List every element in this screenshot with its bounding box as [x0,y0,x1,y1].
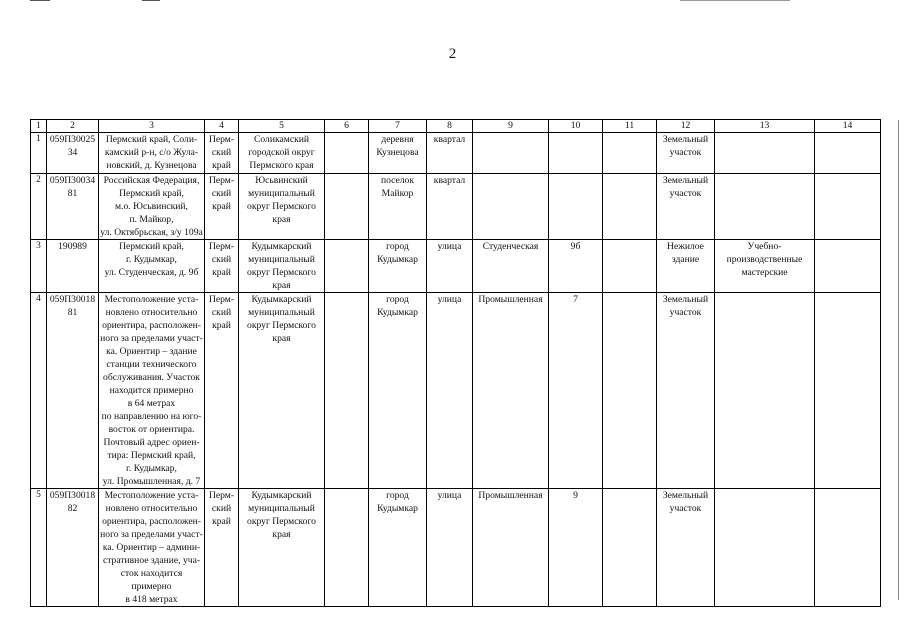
street-type-cell [427,489,473,607]
column-header: 2 [47,120,99,133]
street-type-cell [427,240,473,293]
table-row [31,133,881,174]
row-number-text: 1 [36,134,41,144]
street-type-cell-text: улица [437,294,462,305]
street-name-cell-text: Студенческая [482,241,539,252]
settlement-cell-text: город Кудымкар [377,490,418,514]
municipality-cell-text: Кудымкарский муниципальный округ Пермского края [247,490,316,540]
column-11-cell [603,240,657,293]
column-6-cell [325,174,369,240]
street-type-cell-text: квартал [433,134,466,145]
cadastral-code-text: 190989 [58,241,87,252]
row-number-text: 4 [36,294,41,304]
object-type-cell [657,133,715,174]
column-14-cell [815,133,881,174]
column-number-row [31,120,881,133]
house-number-cell [549,489,603,607]
column-11-cell [603,489,657,607]
object-type-cell [657,240,715,293]
page-number: 2 [448,46,457,62]
column-14-cell [815,293,881,489]
purpose-cell [715,133,815,174]
table-body [31,120,881,607]
region-cell [205,174,239,240]
street-type-cell [427,293,473,489]
row-number-text: 5 [36,490,41,500]
object-type-cell-text: Земельный участок [662,294,709,318]
object-address [99,489,205,607]
object-type-cell-text: Нежилое здание [667,241,704,265]
cadastral-code [47,240,99,293]
object-address [99,293,205,489]
cadastral-code-text: 059П30025 34 [49,134,96,158]
cadastral-code-text: 059П30034 81 [49,175,96,199]
object-address [99,240,205,293]
cadastral-code [47,174,99,240]
purpose-cell-text: Учебно- производственные мастерские [726,241,803,278]
column-6-cell [325,133,369,174]
municipality-cell [239,240,325,293]
street-type-cell-text: улица [437,490,462,501]
purpose-cell [715,240,815,293]
cadastral-code [47,293,99,489]
table-row [31,489,881,607]
column-header: 14 [815,120,881,133]
column-header: 12 [657,120,715,133]
region-cell-text: Перм- ский край [208,175,235,212]
region-cell-text: Перм- ский край [208,241,235,278]
object-type-cell-text: Земельный участок [662,490,709,514]
address-registry-table [30,119,881,607]
settlement-cell [369,489,427,607]
row-number-text: 3 [36,241,41,251]
house-number-cell-text: 9 [573,490,578,501]
object-address-text: Местоположение уста- новлено относительно ориентира, расположен- ного за пределами участ- ка. Ориентир – здание станции технического обслуживания. Участок находится примерно в 64 метрах по направлению на юго- восток от ориентира. Почтовый адрес ориен- тира: Пермский край, г. Кудымкар, ул. Промышленная, д. 7 [100,294,203,487]
region-cell [205,489,239,607]
street-type-cell-text: квартал [433,175,466,186]
street-type-cell-text: улица [437,241,462,252]
column-header: 3 [99,120,205,133]
object-address [99,133,205,174]
settlement-cell-text: деревня Кузнецова [376,134,419,158]
street-name-cell [473,489,549,607]
column-header: 9 [473,120,549,133]
object-address [99,174,205,240]
street-name-cell [473,133,549,174]
street-name-cell [473,174,549,240]
object-type-cell-text: Земельный участок [662,175,709,199]
purpose-cell [715,489,815,607]
column-14-cell [815,240,881,293]
column-11-cell [603,293,657,489]
column-6-cell [325,293,369,489]
settlement-cell-text: поселок Майкор [380,175,415,199]
column-6-cell [325,240,369,293]
street-name-cell-text: Промышленная [478,294,543,305]
settlement-cell [369,240,427,293]
region-cell-text: Перм- ский край [208,490,235,527]
settlement-cell [369,133,427,174]
object-type-cell-text: Земельный участок [662,134,709,158]
street-name-cell [473,240,549,293]
column-11-cell [603,174,657,240]
house-number-cell [549,240,603,293]
street-name-cell-text: Промышленная [478,490,543,501]
column-header: 4 [205,120,239,133]
column-header: 10 [549,120,603,133]
street-type-cell [427,174,473,240]
scan-mark-middle [142,0,160,1]
column-14-cell [815,489,881,607]
purpose-cell [715,293,815,489]
settlement-cell-text: город Кудымкар [377,294,418,318]
column-header: 7 [369,120,427,133]
municipality-cell-text: Соликамский городской округ Пермского края [248,134,315,171]
municipality-cell-text: Кудымкарский муниципальный округ Пермского края [247,241,316,291]
column-header: 5 [239,120,325,133]
object-type-cell [657,174,715,240]
scan-edge-line [898,120,899,600]
municipality-cell [239,293,325,489]
row-number [31,489,47,607]
house-number-cell [549,293,603,489]
row-number [31,133,47,174]
column-header: 8 [427,120,473,133]
scan-mark-left [30,0,50,1]
municipality-cell [239,174,325,240]
column-header: 1 [31,120,47,133]
object-type-cell [657,293,715,489]
settlement-cell [369,293,427,489]
object-address-text: Пермский край, Соли- камский р-н, с/о Жула- новский, д. Кузнецова [104,134,199,171]
settlement-cell-text: город Кудымкар [377,241,418,265]
municipality-cell-text: Юсьвинский муниципальный округ Пермского края [247,175,316,225]
region-cell-text: Перм- ский край [208,134,235,171]
row-number [31,293,47,489]
municipality-cell [239,489,325,607]
region-cell-text: Перм- ский край [208,294,235,331]
house-number-cell-text: 7 [573,294,578,305]
column-header: 13 [715,120,815,133]
cadastral-code-text: 059П30018 82 [49,490,96,514]
cadastral-code [47,133,99,174]
street-name-cell [473,293,549,489]
municipality-cell [239,133,325,174]
scan-mark-right [680,0,790,1]
table-row [31,293,881,489]
column-14-cell [815,174,881,240]
house-number-cell-text: 9б [570,241,581,252]
object-type-cell [657,489,715,607]
settlement-cell [369,174,427,240]
region-cell [205,293,239,489]
region-cell [205,240,239,293]
object-address-text: Местоположение уста- новлено относительно ориентира, расположен- ного за пределами участ- ка. Ориентир – админи- стративное здание, уча- сток находится примерно в 418 метрах [100,490,203,605]
column-11-cell [603,133,657,174]
column-header: 11 [603,120,657,133]
object-address-text: Пермский край, г. Кудымкар, ул. Студенческая, д. 9б [104,241,199,278]
row-number-text: 2 [36,175,41,185]
house-number-cell [549,174,603,240]
row-number [31,174,47,240]
house-number-cell [549,133,603,174]
column-header: 6 [325,120,369,133]
object-address-text: Российская Федерация, Пермский край, м.о. Юсьвинский, п. Майкор, ул. Октябрьская, з/у 109а [100,175,203,238]
municipality-cell-text: Кудымкарский муниципальный округ Пермского края [247,294,316,344]
row-number [31,240,47,293]
region-cell [205,133,239,174]
column-6-cell [325,489,369,607]
cadastral-code [47,489,99,607]
table-row [31,240,881,293]
purpose-cell [715,174,815,240]
cadastral-code-text: 059П30018 81 [49,294,96,318]
street-type-cell [427,133,473,174]
table-row [31,174,881,240]
